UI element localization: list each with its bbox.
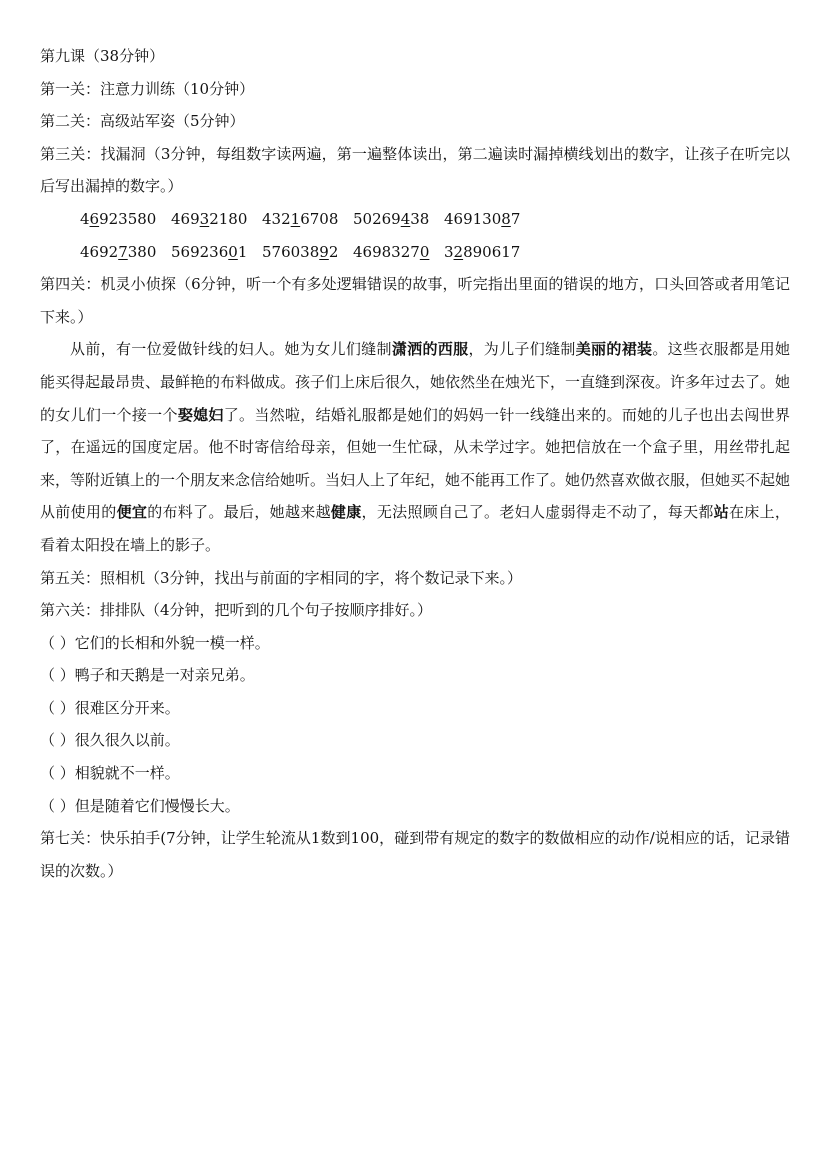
error-word: 站 <box>713 503 729 522</box>
sentence-item: （ ）相貌就不一样。 <box>40 764 180 783</box>
sentence-item: （ ）很难区分开来。 <box>40 698 180 717</box>
level-2: 第二关：高级站军姿（5分钟） <box>40 112 245 131</box>
underlined-digit: 4 <box>400 209 411 228</box>
level-5: 第五关：照相机（3分钟，找出与前面的字相同的字，将个数记录下来。） <box>40 568 523 587</box>
underlined-digit: 7 <box>118 242 128 261</box>
story-paragraph <box>40 333 790 561</box>
underlined-digit: 8 <box>501 209 511 228</box>
underlined-digit: 3 <box>199 209 210 228</box>
document-page <box>40 40 790 887</box>
error-word: 便宜 <box>116 503 148 522</box>
number-sequence: 46927380 <box>80 242 157 261</box>
underlined-digit: 2 <box>453 242 464 261</box>
level-7: 第七关：快乐拍手(7分钟，让学生轮流从1数到100，碰到带有规定的数字的数做相应的动作/说相应的话，记录错误的次数。） <box>40 829 790 880</box>
error-word: 美丽的裙装 <box>575 340 653 359</box>
level-4: 第四关：机灵小侦探（6分钟，听一个有多处逻辑错误的故事，听完指出里面的错误的地方，口头回答或者用笔记下来。） <box>40 275 790 326</box>
number-sequence: 46913087 <box>444 209 521 228</box>
error-word: 潇洒的西服 <box>391 340 469 359</box>
story-text: ，无法照顾自己了。老妇人虚弱得走不动了，每天都 <box>361 503 714 522</box>
number-sequence: 56923601 <box>171 242 248 261</box>
number-sequence: 46983270 <box>353 242 430 261</box>
underlined-digit: 9 <box>319 242 329 261</box>
lesson-title: 第九课（38分钟） <box>40 47 165 65</box>
underlined-digit: 6 <box>89 209 100 228</box>
level-3: 第三关：找漏洞（3分钟，每组数字读两遍，第一遍整体读出，第二遍读时漏掉横线划出的数字，让孩子在听完以后写出漏掉的数字。） <box>40 144 790 196</box>
story-text: 。这些衣服都是用她能买得起最昂贵、最鲜艳的布料做成。孩子们上床后很久，她依然坐在烛光下，一直缝到深夜。许多年过去了。她的女儿们一个接一个 <box>40 340 791 424</box>
number-row-2 <box>40 236 790 269</box>
number-sequence: 32890617 <box>444 242 521 261</box>
underlined-digit: 0 <box>419 242 430 261</box>
error-word: 娶媳妇 <box>177 405 224 424</box>
number-sequence: 46923580 <box>80 209 157 228</box>
sentence-item: （ ）它们的长相和外貌一模一样。 <box>40 633 270 652</box>
number-sequence: 46932180 <box>171 209 248 228</box>
number-sequence: 57603892 <box>262 242 339 261</box>
underlined-digit: 0 <box>228 242 238 261</box>
story-text: ，为儿子们缝制 <box>468 340 576 359</box>
level-6: 第六关：排排队（4分钟，把听到的几个句子按顺序排好。） <box>40 601 433 620</box>
story-text: 在床上，看着太阳投在墙上的影子。 <box>40 503 790 554</box>
number-sequence: 50269438 <box>353 209 430 228</box>
story-text: 从前，有一位爱做针线的妇人。她为女儿们缝制 <box>70 340 392 359</box>
sentence-item: （ ）但是随着它们慢慢长大。 <box>40 796 240 815</box>
sentence-item: （ ）鸭子和天鹅是一对亲兄弟。 <box>40 666 255 685</box>
story-text: 的布料了。最后，她越来越 <box>147 503 331 522</box>
story-text: 了。当然啦，结婚礼服都是她们的妈妈一针一线缝出来的。而她的儿子也出去闯世界了，在遥远的国度定居。他不时寄信给母亲，但她一生忙碌，从未学过字。她把信放在一个盒子里，用丝带扎起来，等附近镇上的一个朋友来念信给她听。当妇人上了年纪，她不能再工作了。她仍然喜欢做衣服，但她买不起她从前使用的 <box>40 405 791 522</box>
sentence-item: （ ）很久很久以前。 <box>40 731 180 750</box>
number-row-1 <box>40 203 790 236</box>
level-1: 第一关：注意力训练（10分钟） <box>40 79 255 98</box>
underlined-digit: 1 <box>290 209 301 228</box>
error-word: 健康 <box>330 503 362 522</box>
number-sequence: 43216708 <box>262 209 339 228</box>
